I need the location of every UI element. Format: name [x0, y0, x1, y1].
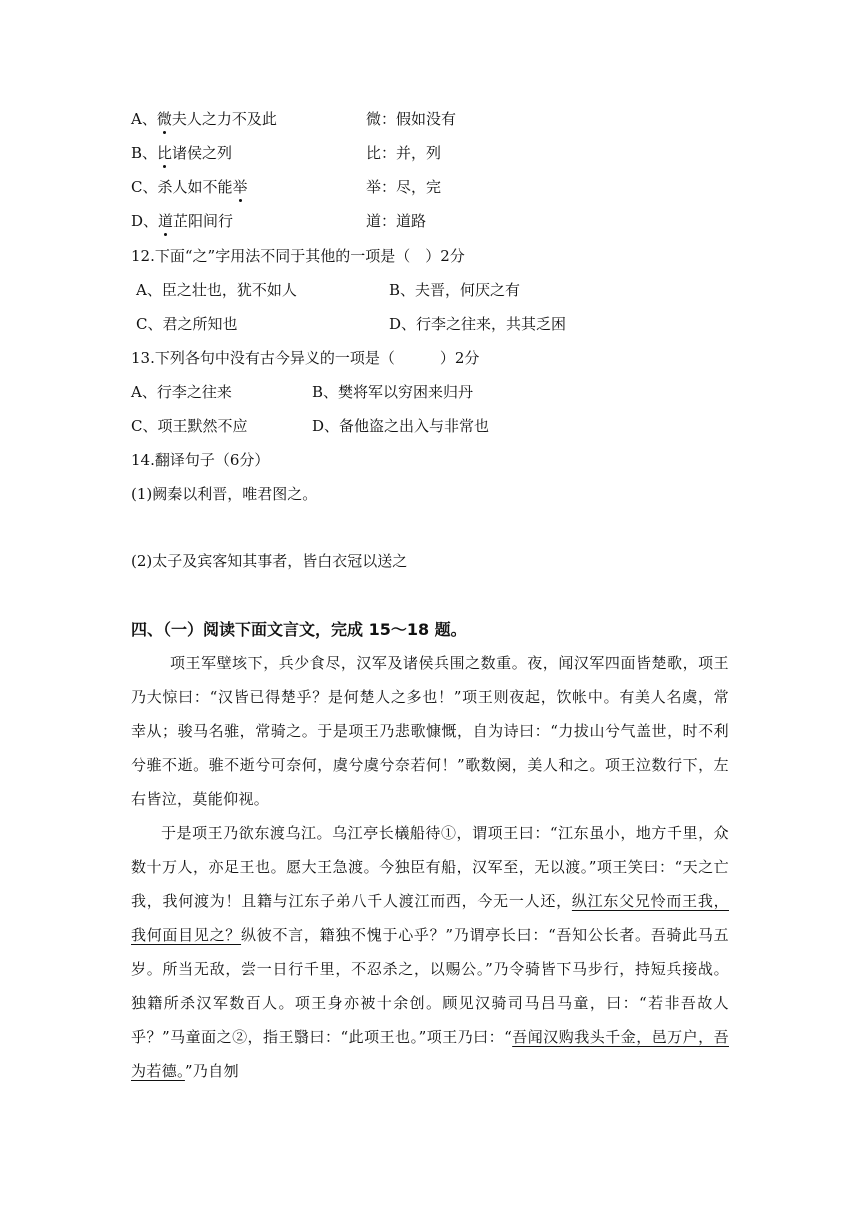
passage	[131, 646, 729, 1088]
q13-option-a: A、行李之往来	[131, 383, 232, 401]
underlined-sentence-2: 吾闻汉购我头千金，邑万户，吾为若德。	[131, 1028, 729, 1080]
passage-paragraph-2: 于是项王乃欲东渡乌江。乌江亭长檥船待①，谓项王曰：“江东虽小，地方千里，众数十万人，亦足王也。愿大王急渡。今独臣有船，汉军至，无以渡。”项王笑曰：“天之亡我，我何渡为！且籍与江东子弟八千人渡江而西，今无一人还，纵江东父兄怜而王我，我何面目见之？纵彼不言，籍独不愧于心乎？”乃谓亭长曰：“吾知公长者。吾骑此马五岁。所当无敌，尝一日行千里，不忍杀之，以赐公。”乃令骑皆下马步行，持短兵接战。独籍所杀汉军数百人。项王身亦被十余创。顾见汉骑司马吕马童，曰：“若非吾故人乎？”马童面之②，指王翳曰：“此项王也。”项王乃曰：“吾闻汉购我头千金，邑万户，吾为若德。”乃自刎	[131, 824, 729, 1080]
q14-stem: 14.翻译句子（6分）	[131, 451, 270, 469]
emphasis-dot-char: 比	[157, 144, 173, 162]
q14-sentence-1: (1)阙秦以利晋，唯君图之。	[131, 485, 318, 503]
q13-stem: 13.下列各句中没有古今异义的一项是（ ）2分	[131, 349, 480, 367]
passage-paragraph-1: 项王军壁垓下，兵少食尽，汉军及诸侯兵围之数重。夜，闻汉军四面皆楚歌，项王乃大惊曰：“汉皆已得楚乎？是何楚人之多也！”项王则夜起，饮帐中。有美人名虞，常幸从；骏马名骓，常骑之。于是项王乃悲歌慷慨，自为诗曰：“力拔山兮气盖世，时不利兮骓不逝。骓不逝兮可奈何，虞兮虞兮奈若何！”歌数阕，美人和之。项王泣数行下，左右皆泣，莫能仰视。	[131, 654, 729, 808]
q12-option-a: A、臣之壮也，犹不如人	[136, 281, 297, 299]
q12-stem: 12.下面“之”字用法不同于其他的一项是（ ）2分	[131, 247, 465, 265]
q13-option-c: C、项王默然不应	[131, 417, 248, 435]
q11-gloss-a: 微：假如没有	[366, 110, 457, 128]
q11-option-d: D、道芷阳间行	[131, 212, 234, 230]
emphasis-dot-char: 微	[156, 110, 172, 128]
emphasis-dot-char: 举	[232, 178, 248, 196]
emphasis-dot-char: 道	[158, 212, 174, 230]
q11-option-a: A、微夫人之力不及此	[131, 110, 277, 128]
q12-option-b: B、夫晋，何厌之有	[389, 281, 521, 299]
q11-option-c: C、杀人如不能举	[131, 178, 248, 196]
underlined-sentence-1: 纵江东父兄怜而王我，我何面目见之？	[131, 892, 729, 944]
section-heading: 四、（一）阅读下面文言文，完成 15～18 题。	[131, 620, 467, 639]
q13-option-d: D、备他盗之出入与非常也	[312, 417, 490, 435]
q11-gloss-d: 道：道路	[366, 212, 427, 230]
q11-gloss-c: 举：尽，完	[366, 178, 442, 196]
q11-gloss-b: 比：并，列	[366, 144, 442, 162]
q12-option-c: C、君之所知也	[136, 315, 238, 333]
q13-option-b: B、樊将军以穷困来归丹	[312, 383, 474, 401]
q14-sentence-2: (2)太子及宾客知其事者，皆白衣冠以送之	[131, 552, 408, 570]
q12-option-d: D、行李之往来，共其乏困	[389, 315, 567, 333]
q11-option-b: B、比诸侯之列	[131, 144, 233, 162]
